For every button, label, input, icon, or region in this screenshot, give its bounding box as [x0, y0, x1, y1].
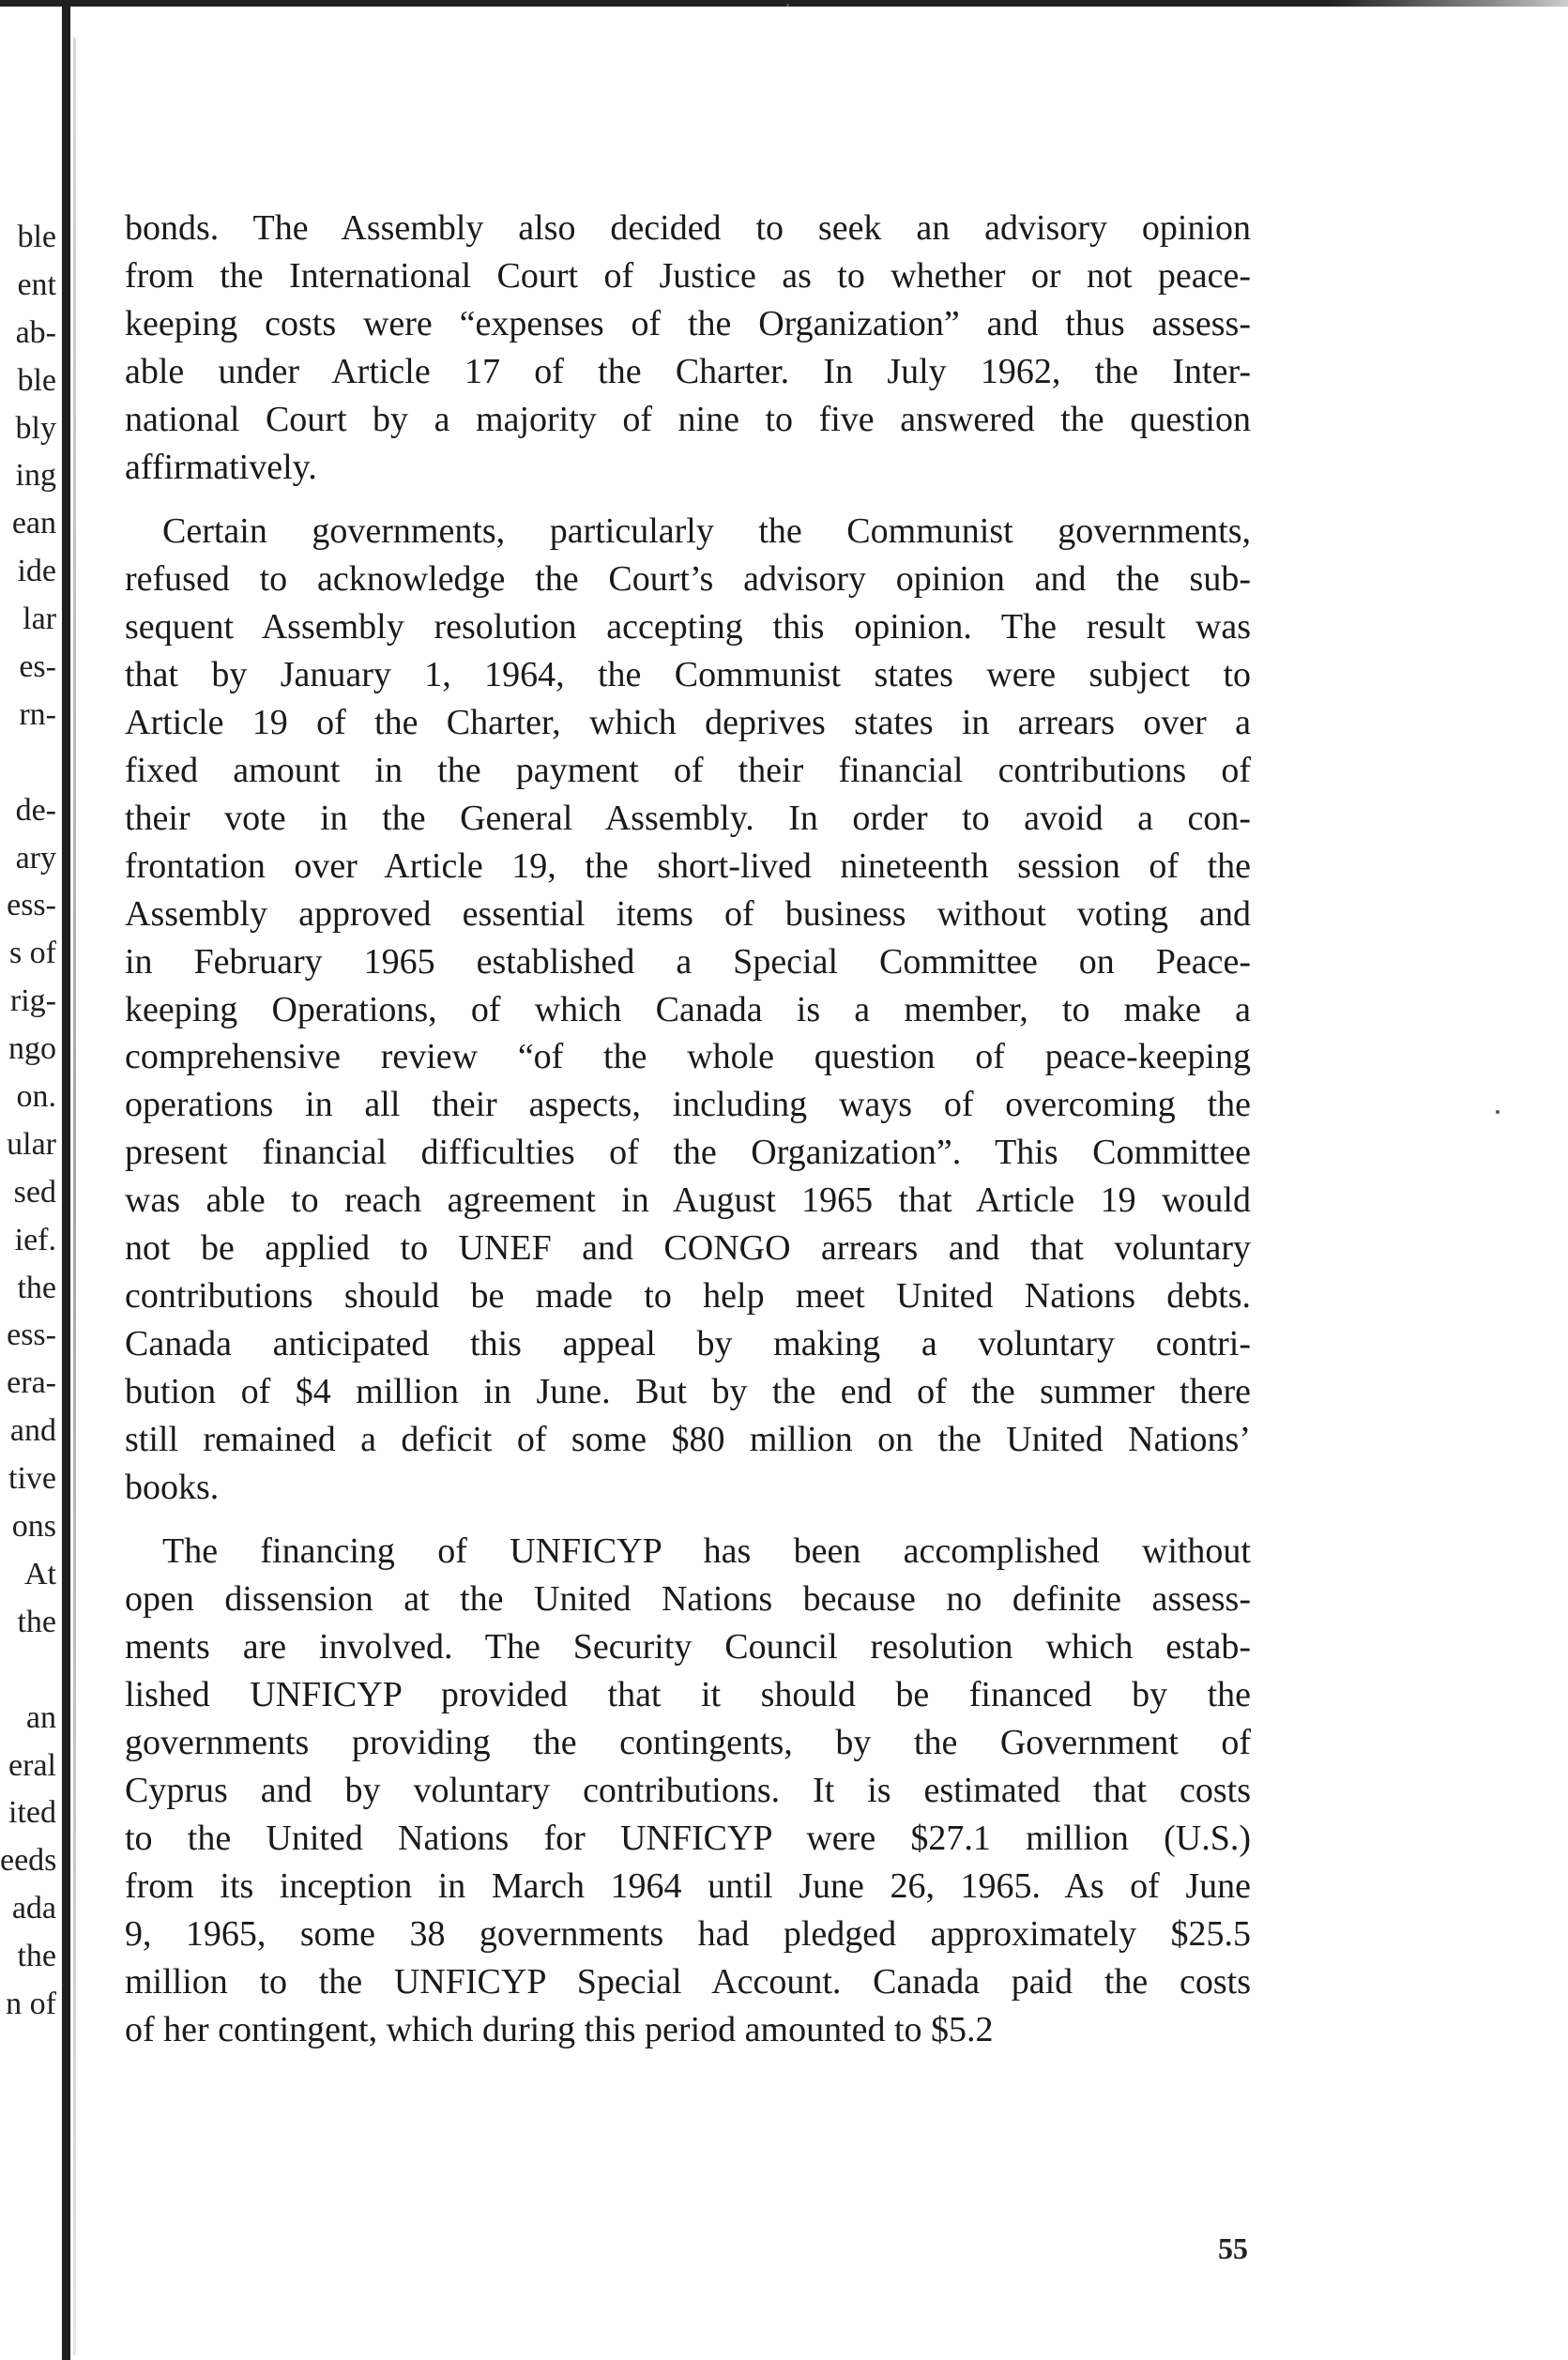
text-line: to the United Nations for UNFICYP were $27.1 million (U.S.): [125, 1818, 1251, 1858]
paragraph-1: [125, 205, 1251, 491]
text-line: governments providing the contingents, by the Government of: [125, 1723, 1251, 1763]
facing-page-fragment: ary: [15, 840, 56, 875]
text-line: national Court by a majority of nine to five answered the question: [125, 399, 1251, 439]
facing-page-fragment: eeds: [0, 1843, 56, 1879]
facing-page-fragment: ular: [7, 1126, 56, 1162]
facing-page-fragment: ess-: [7, 888, 56, 923]
text-line: Assembly approved essential items of business without voting and: [125, 893, 1251, 934]
facing-page-fragment: n of: [6, 1986, 56, 2021]
text-line: comprehensive review “of the whole question of peace-keeping: [125, 1037, 1251, 1077]
text-line: from the International Court of Justice as to whether or not peace-: [125, 255, 1251, 296]
book-binding-gutter: [62, 0, 70, 2360]
facing-page-fragment: [0, 739, 56, 787]
paragraph-2: [125, 508, 1251, 1511]
text-line: was able to reach agreement in August 1965 that Article 19 would: [125, 1180, 1251, 1221]
text-line: Cyprus and by voluntary contributions. It is estimated that costs: [125, 1771, 1251, 1810]
text-line: still remained a deficit of some $80 million on the United Nations’: [125, 1419, 1251, 1459]
scan-speck: [1496, 1110, 1499, 1114]
text-line: from its inception in March 1964 until June 26, 1965. As of June: [125, 1865, 1251, 1906]
body-text: [125, 205, 1251, 2053]
facing-page-fragment: rig-: [9, 983, 56, 1019]
text-line: bution of $4 million in June. But by the end of the summer there: [125, 1371, 1251, 1411]
facing-page-fragment: s of: [8, 936, 56, 971]
text-line: contributions should be made to help meet United Nations debts.: [125, 1275, 1251, 1316]
text-line: present financial difficulties of the Organization”. This Committee: [125, 1133, 1251, 1173]
facing-page-fragment: on.: [16, 1079, 56, 1115]
facing-page-fragment: an: [25, 1699, 56, 1735]
text-line: refused to acknowledge the Court’s advisory opinion and the sub-: [125, 559, 1251, 600]
facing-page-fragment: ble: [17, 362, 56, 398]
text-line: keeping costs were “expenses of the Organization” and thus assess-: [125, 303, 1251, 343]
facing-page-fragment: ited: [8, 1795, 56, 1831]
facing-page-fragment: lar: [23, 601, 56, 637]
facing-page-fragment: ble: [17, 220, 56, 254]
facing-page-fragment: ada: [11, 1891, 56, 1926]
facing-page-fragment: ief.: [14, 1222, 56, 1257]
text-line: not be applied to UNEF and CONGO arrears and that voluntary: [125, 1228, 1251, 1269]
text-line: in February 1965 established a Special Committee on Peace-: [125, 941, 1251, 982]
facing-page-fragment: de-: [15, 792, 56, 828]
text-line: million to the UNFICYP Special Account. Canada paid the costs: [125, 1961, 1251, 2002]
text-line: fixed amount in the payment of their financial contributions of: [125, 750, 1251, 790]
text-line: Certain governments, particularly the Communist governments,: [162, 511, 1251, 552]
text-line: that by January 1, 1964, the Communist states were subject to: [125, 655, 1251, 695]
facing-page-fragment: the: [17, 1604, 56, 1639]
facing-page-fragment: ide: [17, 554, 56, 589]
text-line: their vote in the General Assembly. In order to avoid a con-: [125, 798, 1251, 838]
facing-page-fragment: the: [17, 1939, 56, 1974]
text-line: open dissension at the United Nations because no definite assess-: [125, 1579, 1251, 1620]
facing-page-fragment: ab-: [15, 314, 56, 350]
text-line: ments are involved. The Security Council resolution which estab-: [125, 1627, 1251, 1667]
text-line: keeping Operations, of which Canada is a member, to make a: [125, 989, 1251, 1029]
facing-page-fragment: ess-: [7, 1317, 56, 1353]
facing-page-fragment: ean: [11, 506, 56, 541]
text-line: The financing of UNFICYP has been accomplished without: [162, 1531, 1251, 1572]
facing-page-fragment: At: [24, 1556, 56, 1591]
facing-page-fragment: ent: [17, 266, 56, 302]
facing-page-fragment: sed: [13, 1174, 56, 1210]
text-line: affirmatively.: [125, 447, 317, 487]
facing-page-fragment: and: [9, 1413, 56, 1449]
facing-page-fragment: ons: [11, 1509, 56, 1545]
text-line: Canada anticipated this appeal by making a voluntary contri-: [125, 1323, 1251, 1363]
text-line: able under Article 17 of the Charter. In July 1962, the Inter-: [125, 351, 1251, 391]
facing-page-fragments: [0, 214, 56, 2029]
text-line: sequent Assembly resolution accepting this opinion. The result was: [125, 607, 1251, 647]
facing-page-fragment: ngo: [8, 1031, 56, 1067]
text-line: frontation over Article 19, the short-lived nineteenth session of the: [125, 845, 1251, 886]
gutter-shadow: [73, 38, 76, 2355]
facing-page-fragment: rn-: [19, 696, 56, 732]
facing-page-fragment: the: [17, 1270, 56, 1305]
text-line: 9, 1965, some 38 governments had pledged approximately $25.5: [125, 1913, 1251, 1954]
facing-page-fragment: [0, 1647, 56, 1695]
facing-page-fragment: bly: [15, 410, 56, 446]
paragraph-3: [125, 1528, 1251, 2053]
page-top-edge: [0, 0, 1568, 7]
page-number: 55: [1218, 2231, 1248, 2265]
text-line: of her contingent, which during this period amounted to $5.2: [125, 2009, 994, 2049]
facing-page-fragment: eral: [8, 1747, 56, 1783]
text-line: bonds. The Assembly also decided to seek an advisory opinion: [125, 208, 1251, 248]
scan-speck: [786, 4, 789, 7]
text-line: Article 19 of the Charter, which deprives states in arrears over a: [125, 703, 1251, 743]
facing-page-fragment: era-: [7, 1365, 56, 1401]
facing-page-fragment: es-: [19, 649, 56, 685]
text-line: operations in all their aspects, including ways of overcoming the: [125, 1085, 1251, 1125]
text-line: books.: [125, 1467, 220, 1507]
text-line: lished UNFICYP provided that it should be financed by the: [125, 1675, 1251, 1715]
facing-page-fragment: tive: [8, 1461, 56, 1497]
facing-page-fragment: ing: [15, 458, 56, 494]
